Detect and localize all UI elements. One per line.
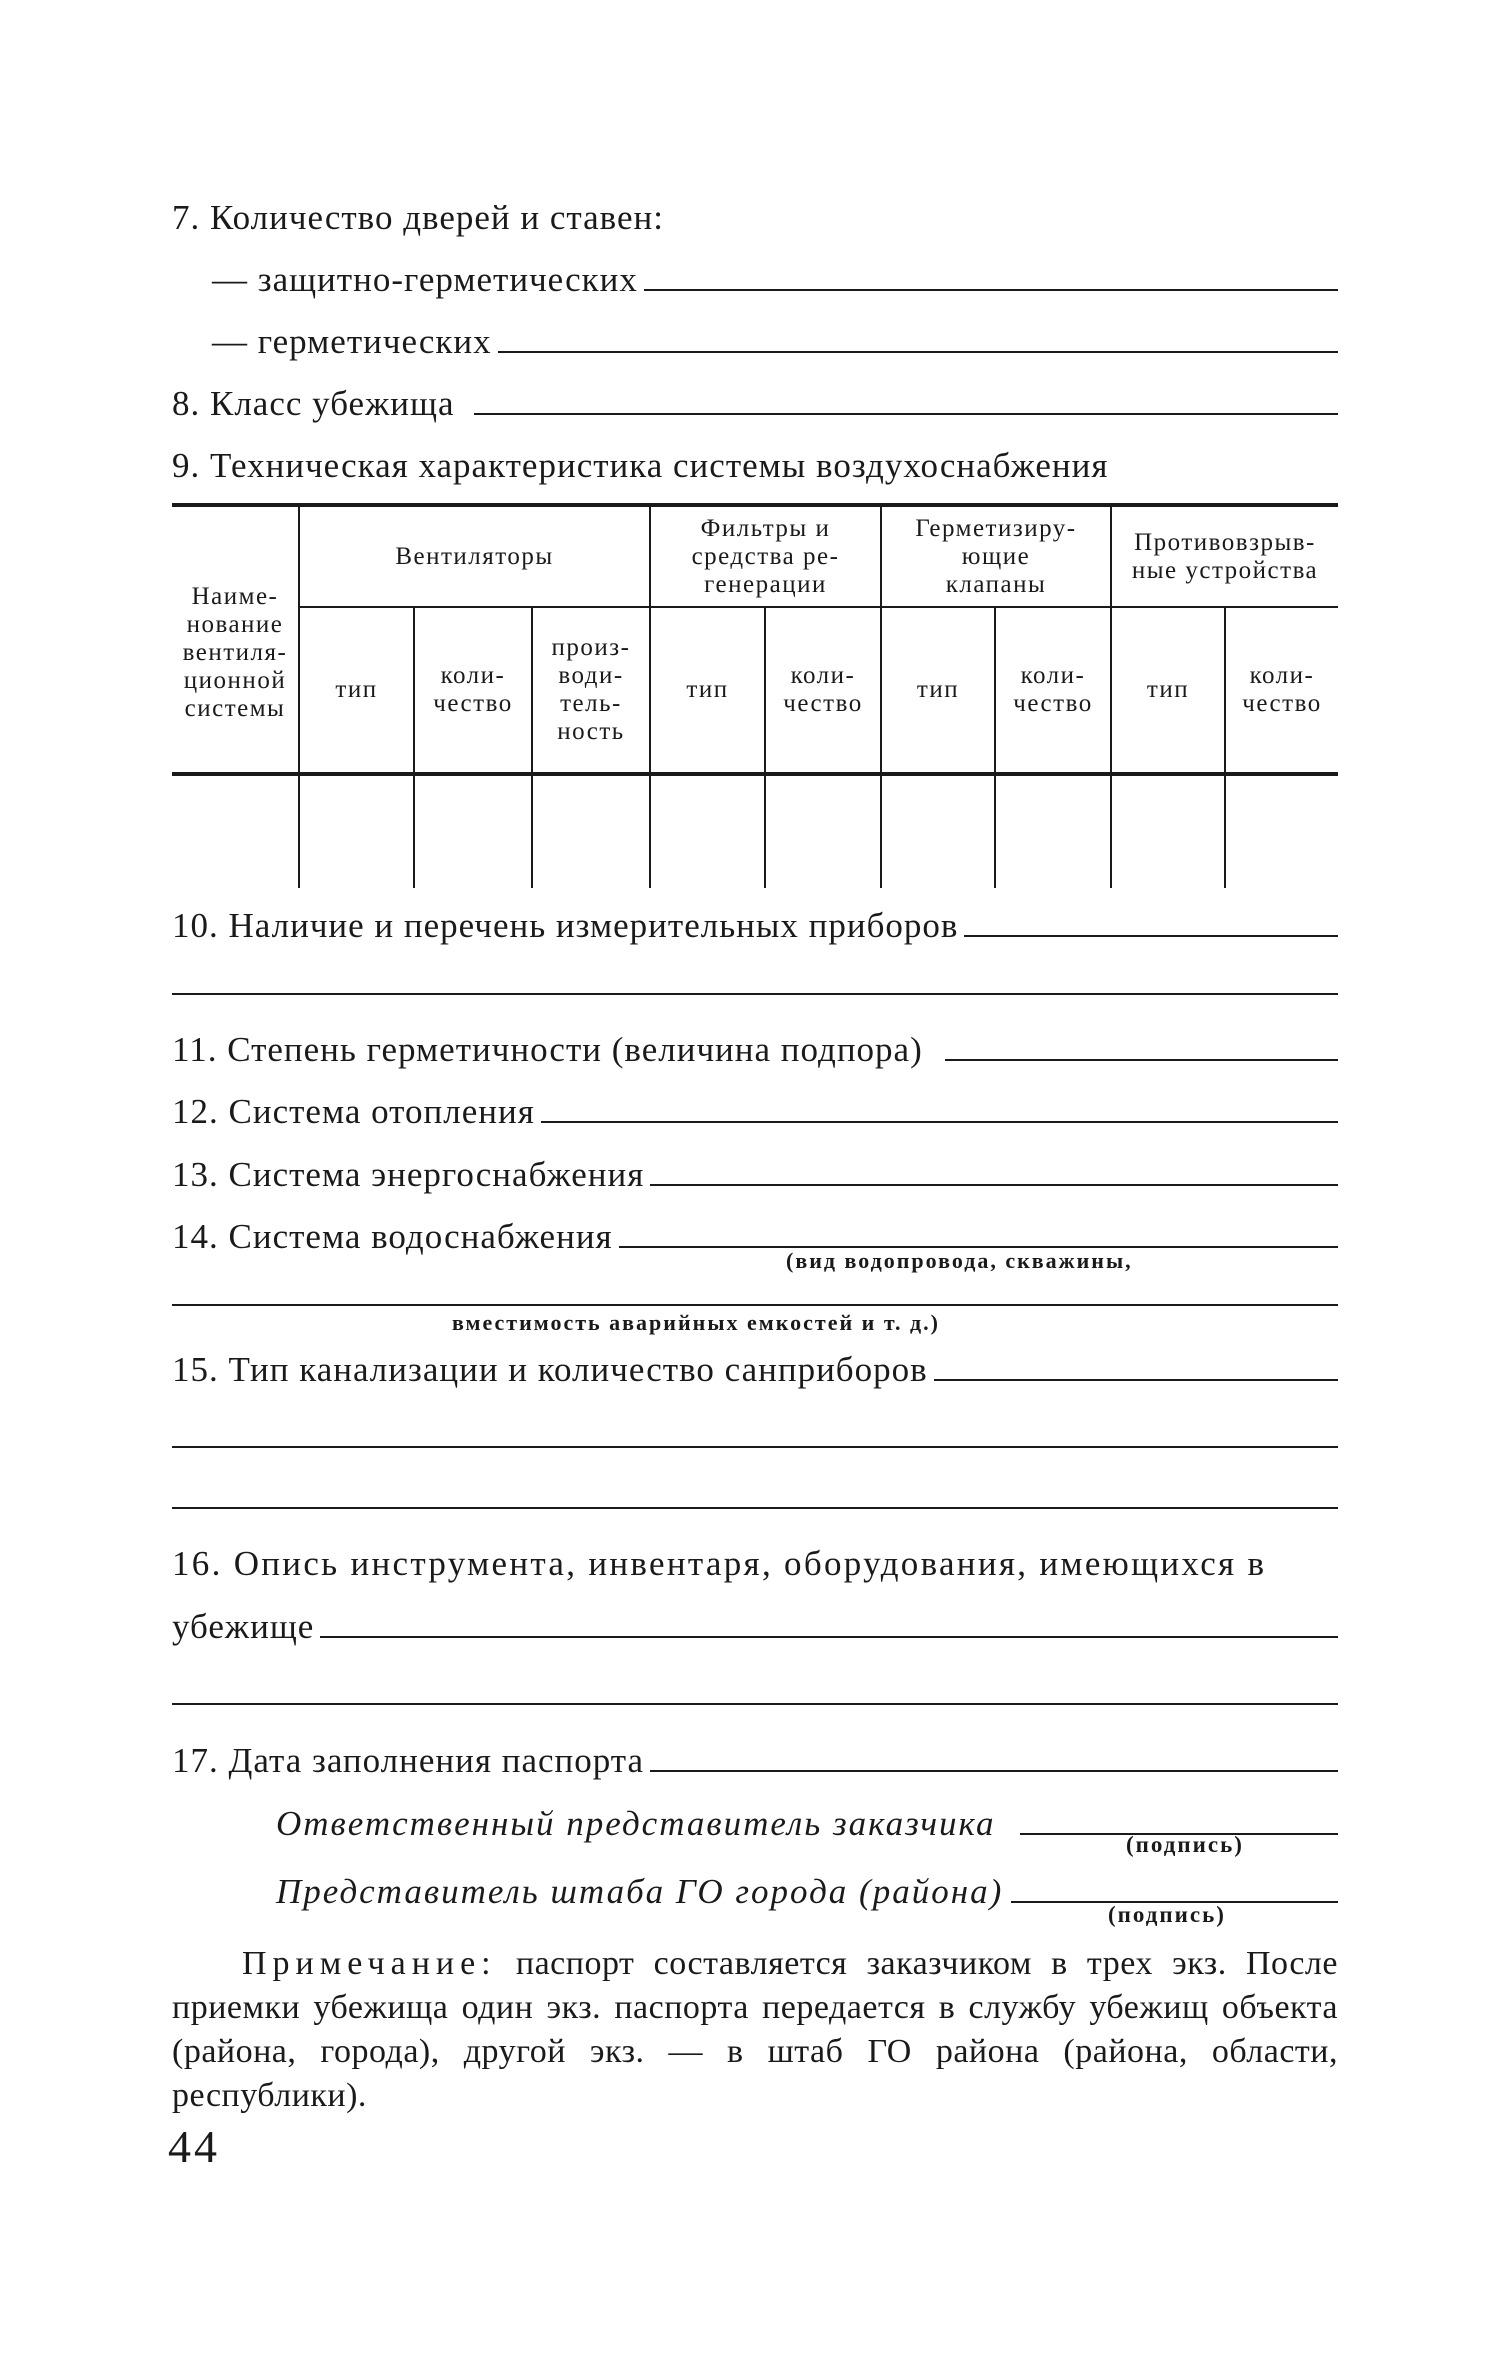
item-10-blank[interactable] bbox=[964, 934, 1338, 937]
sub-header-valves-qty: коли- чество bbox=[1013, 662, 1093, 717]
page-number: 44 bbox=[168, 2121, 220, 2172]
item-7a-row bbox=[212, 260, 1338, 300]
sub-header-blast-qty: коли- чество bbox=[1242, 662, 1322, 717]
item-8-row bbox=[172, 384, 1338, 424]
note-block bbox=[172, 1942, 1338, 2118]
group-header-valves: Герметизиру- ющие клапаны bbox=[915, 514, 1077, 598]
item-15-blank-line-2[interactable] bbox=[172, 1446, 1338, 1448]
item-17-blank[interactable] bbox=[650, 1769, 1338, 1772]
item-17-row bbox=[172, 1741, 1338, 1781]
item-13-blank[interactable] bbox=[650, 1183, 1338, 1186]
sub-header-valves-type: тип bbox=[916, 676, 960, 703]
item-14-label: 14. Система водоснабжения bbox=[172, 1217, 613, 1256]
item-14-caption-1: (вид водопровода, скважины, bbox=[786, 1248, 1133, 1273]
group-header-blast-devices: Противовзрыв- ные устройства bbox=[1131, 528, 1319, 584]
item-13-label: 13. Система энергоснабжения bbox=[172, 1155, 645, 1194]
item-16-row bbox=[172, 1607, 1338, 1647]
group-header-fans: Вентиляторы bbox=[395, 542, 554, 570]
note-label: Примечание: bbox=[242, 1945, 497, 1982]
signature-go-label: Представитель штаба ГО города (района) bbox=[276, 1872, 1004, 1911]
item-16-label: убежище bbox=[172, 1607, 315, 1646]
item-10-blank-line-2[interactable] bbox=[172, 993, 1338, 995]
item-12-label: 12. Система отопления bbox=[172, 1092, 535, 1131]
item-16-line-1: 16. Опись инструмента, инвентаря, оборудования, имеющихся в bbox=[172, 1544, 1267, 1583]
sub-header-fans-type: тип bbox=[335, 676, 378, 703]
item-10-label: 10. Наличие и перечень измерительных приборов bbox=[172, 906, 959, 945]
item-11-row bbox=[172, 1030, 1338, 1070]
sub-header-filters-qty: коли- чество bbox=[783, 662, 863, 717]
group-header-filters: Фильтры и средства ре- генерации bbox=[691, 514, 840, 598]
item-7b-label: — герметических bbox=[212, 322, 492, 361]
item-15-blank[interactable] bbox=[934, 1378, 1338, 1381]
item-15-label: 15. Тип канализации и количество санприборов bbox=[172, 1350, 928, 1389]
row-header-system-name: Наиме- нование вентиля- ционной системы bbox=[182, 583, 288, 722]
item-7b-blank[interactable] bbox=[498, 350, 1338, 353]
item-14-row bbox=[172, 1217, 1338, 1257]
item-12-row bbox=[172, 1092, 1338, 1132]
item-15-blank-line-3[interactable] bbox=[172, 1507, 1338, 1509]
sub-header-blast-type: тип bbox=[1146, 676, 1190, 703]
signature-customer-caption: (подпись) bbox=[1126, 1832, 1244, 1857]
item-8-blank[interactable] bbox=[474, 412, 1338, 415]
item-15-row bbox=[172, 1350, 1338, 1390]
sub-header-filters-type: тип bbox=[686, 676, 729, 703]
item-11-label: 11. Степень герметичности (величина подпора) bbox=[172, 1030, 923, 1069]
item-8-label: 8. Класс убежища bbox=[172, 384, 455, 423]
item-10-row bbox=[172, 906, 1338, 946]
table-header-bottom-rule bbox=[172, 772, 1338, 776]
item-13-row bbox=[172, 1155, 1338, 1195]
air-supply-table bbox=[172, 503, 1338, 893]
item-11-blank[interactable] bbox=[945, 1058, 1338, 1061]
item-12-blank[interactable] bbox=[541, 1120, 1338, 1123]
signature-customer-label: Ответственный представитель заказчика bbox=[276, 1804, 996, 1843]
item-14-blank-line-2[interactable] bbox=[172, 1304, 1338, 1306]
sub-header-fans-capacity: произ- води- тель- ность bbox=[551, 634, 631, 745]
item-16-blank-line-2[interactable] bbox=[172, 1703, 1338, 1705]
item-7b-row bbox=[212, 322, 1338, 362]
item-7a-label: — защитно-герметических bbox=[212, 260, 638, 299]
item-9-title: 9. Техническая характеристика системы воздухоснабжения bbox=[172, 446, 1109, 485]
item-7-title: 7. Количество дверей и ставен: bbox=[172, 198, 664, 237]
item-16-blank[interactable] bbox=[320, 1635, 1338, 1638]
item-7a-blank[interactable] bbox=[644, 288, 1338, 291]
note-text: паспорт составляется заказчиком в трех экз. После приемки убежища один экз. паспорта передается в службу убежищ объекта (района, города), другой экз. — в штаб ГО района (района, области, республики). bbox=[172, 1945, 1338, 2114]
sub-header-fans-qty: коли- чество bbox=[433, 662, 513, 717]
item-17-label: 17. Дата заполнения паспорта bbox=[172, 1741, 645, 1780]
item-14-caption-2: вместимость аварийных емкостей и т. д.) bbox=[452, 1310, 940, 1335]
signature-go-caption: (подпись) bbox=[1108, 1902, 1226, 1927]
